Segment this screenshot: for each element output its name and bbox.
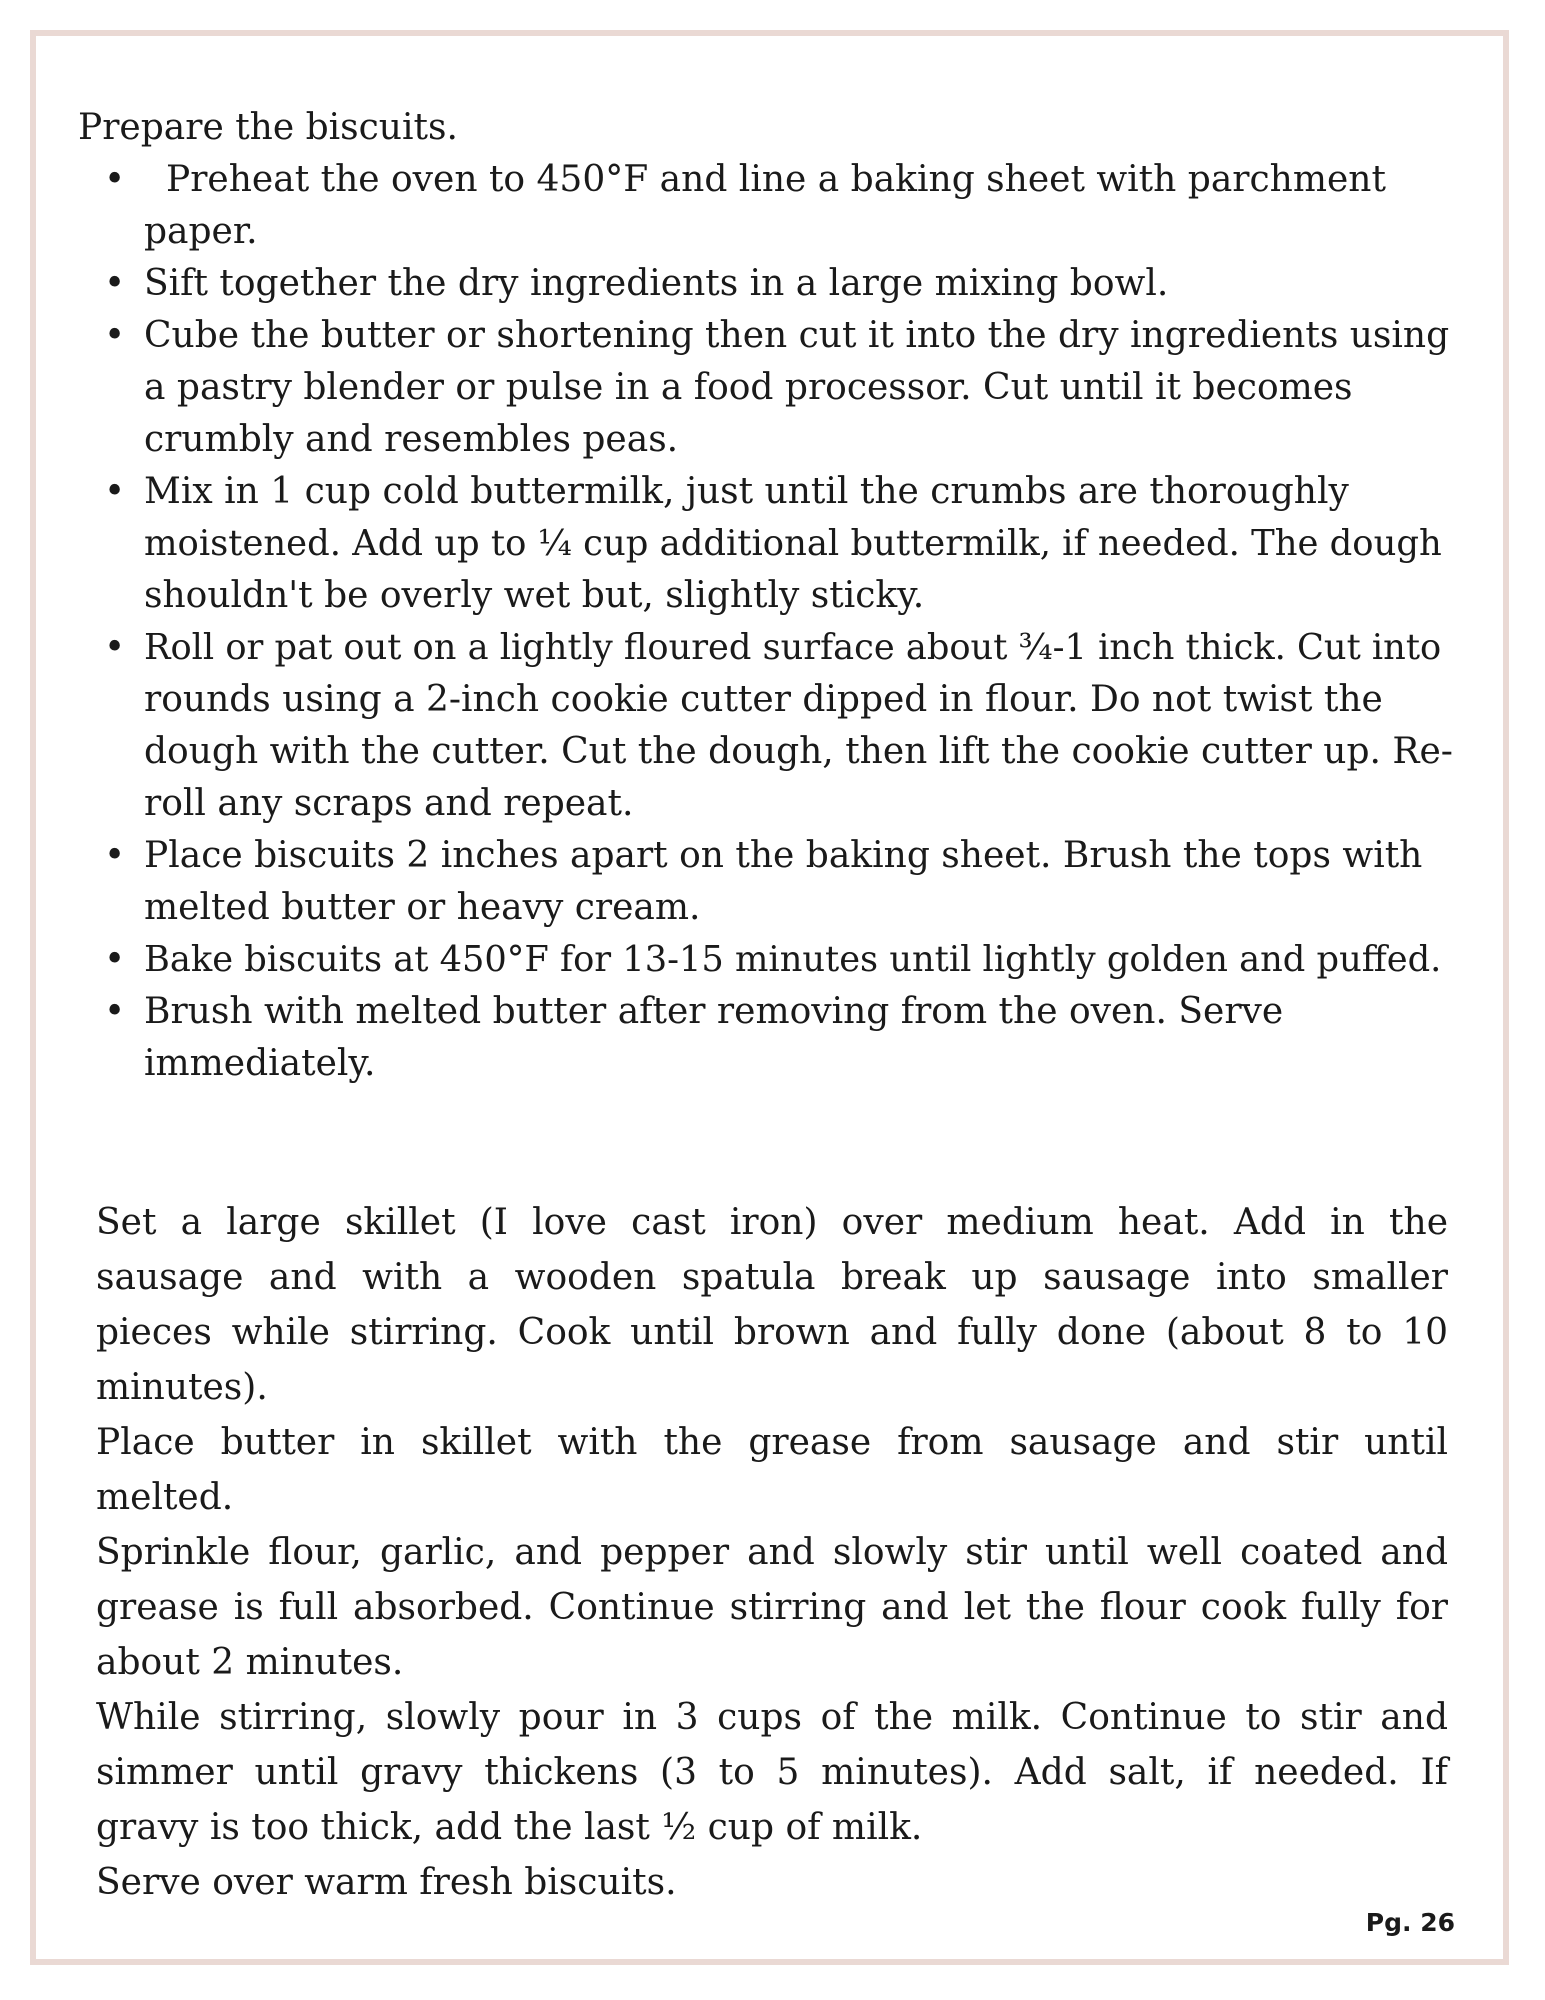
section-title: Prepare the biscuits. xyxy=(78,107,458,148)
step-text xyxy=(144,622,1455,830)
step-text xyxy=(144,830,1455,934)
bullet-icon: • xyxy=(104,991,126,1032)
text-line: Preheat the oven to 450°F and line a baking sheet with parchment xyxy=(166,159,1386,200)
list-item xyxy=(0,154,1545,258)
text-line: Cube the butter or shortening then cut it into the dry ingredients using xyxy=(144,315,1450,356)
text-line: Serve over warm fresh biscuits. xyxy=(96,1862,677,1903)
page-number: Pg. 26 xyxy=(1365,1908,1455,1937)
bullet-icon: • xyxy=(104,159,126,200)
text-line: Roll or pat out on a lightly floured surface about ¾-1 inch thick. Cut into xyxy=(144,627,1442,668)
list-item xyxy=(0,830,1545,934)
text-line: immediately. xyxy=(144,1043,376,1084)
text-line: roll any scraps and repeat. xyxy=(144,783,634,824)
list-item xyxy=(0,466,1545,622)
text-line: pieces while stirring. Cook until brown and fully done (about 8 to 10 xyxy=(96,1312,1448,1353)
biscuit-steps-list xyxy=(0,154,1545,1090)
text-line: sausage and with a wooden spatula break up sausage into smaller xyxy=(96,1257,1448,1298)
text-line: grease is full absorbed. Continue stirring and let the flour cook fully for xyxy=(96,1587,1448,1628)
bullet-icon: • xyxy=(104,471,126,512)
paragraph xyxy=(96,1525,1448,1690)
bullet-icon: • xyxy=(104,627,126,668)
list-item xyxy=(0,934,1545,986)
text-line: gravy is too thick, add the last ½ cup of milk. xyxy=(96,1807,923,1848)
text-line: Brush with melted butter after removing from the oven. Serve xyxy=(144,991,1284,1032)
list-item xyxy=(0,310,1545,466)
list-item xyxy=(0,258,1545,310)
text-line: Mix in 1 cup cold buttermilk, just until the crumbs are thoroughly xyxy=(144,471,1349,512)
text-line: moistened. Add up to ¼ cup additional buttermilk, if needed. The dough xyxy=(144,523,1442,564)
text-line: Place butter in skillet with the grease from sausage and stir until xyxy=(96,1422,1448,1463)
text-line: Sift together the dry ingredients in a large mixing bowl. xyxy=(144,263,1169,304)
step-text xyxy=(144,466,1455,622)
text-line: While stirring, slowly pour in 3 cups of the milk. Continue to stir and xyxy=(96,1697,1448,1738)
text-line: Set a large skillet (I love cast iron) over medium heat. Add in the xyxy=(96,1202,1448,1243)
step-text xyxy=(144,310,1455,466)
paragraph xyxy=(96,1415,1448,1525)
text-line: Sprinkle flour, garlic, and pepper and slowly stir until well coated and xyxy=(96,1532,1448,1573)
text-line: minutes). xyxy=(96,1367,268,1408)
bullet-icon: • xyxy=(104,939,126,980)
text-line: about 2 minutes. xyxy=(96,1642,404,1683)
text-line: a pastry blender or pulse in a food processor. Cut until it becomes xyxy=(144,367,1353,408)
text-line: Bake biscuits at 450°F for 13-15 minutes until lightly golden and puffed. xyxy=(144,939,1442,980)
paragraph xyxy=(96,1195,1448,1415)
bullet-icon: • xyxy=(104,315,126,356)
text-line: shouldn't be overly wet but, slightly sticky. xyxy=(144,575,925,616)
paragraph xyxy=(96,1690,1448,1855)
text-line: simmer until gravy thickens (3 to 5 minutes). Add salt, if needed. If xyxy=(96,1752,1448,1793)
step-text xyxy=(144,154,1455,258)
text-line: crumbly and resembles peas. xyxy=(144,419,679,460)
bullet-icon: • xyxy=(104,263,126,304)
list-item xyxy=(0,622,1545,830)
text-line: melted. xyxy=(96,1477,234,1518)
text-line: melted butter or heavy cream. xyxy=(144,887,701,928)
step-text xyxy=(144,986,1455,1090)
step-text xyxy=(144,934,1455,986)
step-text xyxy=(144,258,1455,310)
text-line: paper. xyxy=(144,211,258,252)
list-item xyxy=(0,986,1545,1090)
text-line: dough with the cutter. Cut the dough, then lift the cookie cutter up. Re- xyxy=(144,731,1453,772)
paragraph xyxy=(96,1855,1448,1910)
text-line: Place biscuits 2 inches apart on the baking sheet. Brush the tops with xyxy=(144,835,1423,876)
text-line: rounds using a 2-inch cookie cutter dipped in flour. Do not twist the xyxy=(144,679,1383,720)
bullet-icon: • xyxy=(104,835,126,876)
gravy-instructions xyxy=(96,1195,1448,1910)
